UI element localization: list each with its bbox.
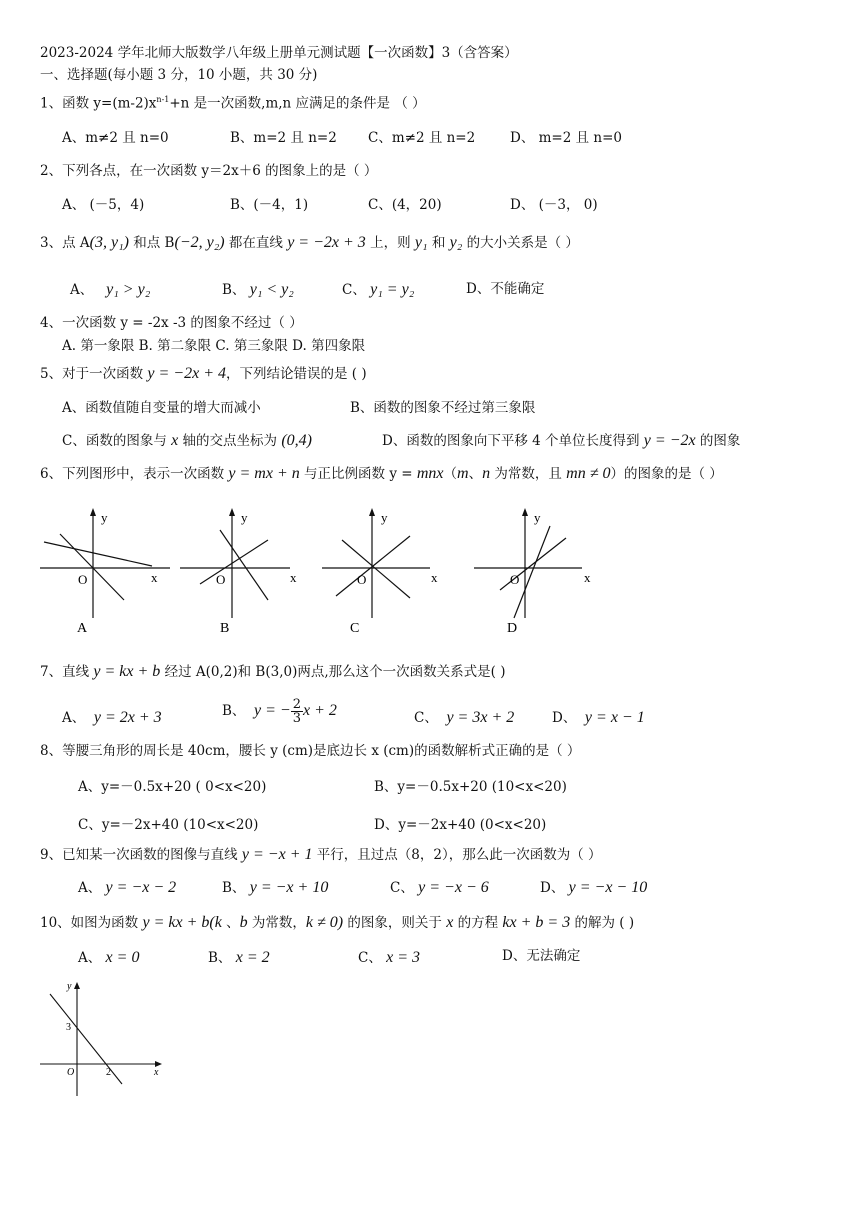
q1-option-b[interactable]: B、m=2 且 n=2: [230, 130, 337, 146]
y-intercept-label: 3: [66, 1022, 71, 1033]
question-1-stem: 1、函数 $y=(m-2)x^{n-1}+n$ 是一次函数,m,n 应满足的条件是 （ ）: [40, 95, 426, 112]
document-title: 2023-2024 学年北师大版数学八年级上册单元测试题【一次函数】3（含答案）: [40, 45, 518, 61]
q10-option-a[interactable]: A、 x = 0: [78, 949, 140, 966]
question-8-stem: 8、等腰三角形的周长是 40cm，腰长 y (cm)是底边长 x (cm)的函数解析式正确的是（ ）: [40, 743, 581, 759]
y-arrow-icon: [90, 508, 96, 516]
q2-option-c[interactable]: C、(4，20): [368, 197, 442, 213]
question-7-stem: 7、直线 y = kx + b 经过 A(0,2)和 B(3,0)两点,那么这个一次函数关系式是( ): [40, 663, 506, 680]
origin-label: O: [216, 572, 226, 587]
y-arrow-icon: [229, 508, 235, 516]
q3-option-a[interactable]: A、 y₁ > y₂: [70, 281, 151, 298]
q3-option-c[interactable]: C、 y₁ = y₂: [342, 281, 415, 298]
q6-graph-b[interactable]: [180, 508, 297, 636]
q6-graph-c[interactable]: [322, 508, 438, 636]
q8-option-d[interactable]: D、y=－2x+40 (0<x<20): [374, 817, 547, 833]
q8-option-b[interactable]: B、y=－0.5x+20 (10<x<20): [374, 779, 567, 795]
y-label: y: [67, 981, 72, 992]
x-intercept-label: 2: [106, 1067, 111, 1078]
graph-c-label: C: [350, 621, 360, 636]
graph-a-label: A: [77, 621, 88, 636]
y-label: y: [381, 510, 388, 525]
y-label: y: [101, 510, 108, 525]
q10-option-c[interactable]: C、 x = 3: [358, 949, 421, 966]
question-6-stem: 6、下列图形中，表示一次函数 y = mx + n 与正比例函数 y = mnx（m、n 为常数，且 mn ≠ 0）的图象的是（ ）: [40, 465, 723, 482]
line-1: [200, 540, 268, 584]
q7-option-b[interactable]: B、 y = − $\frac{2}{3}$ x + 2: [222, 697, 337, 726]
question-4-stem: 4、一次函数 y = -2x -3 的图象不经过（ ）: [40, 315, 303, 331]
q3-option-d[interactable]: D、不能确定: [466, 281, 545, 297]
q1-option-d[interactable]: D、 m=2 且 n=0: [510, 130, 622, 146]
q4-options[interactable]: A. 第一象限 B. 第二象限 C. 第三象限 D. 第四象限: [62, 338, 366, 354]
line-2: [342, 540, 410, 598]
y-arrow-icon: [369, 508, 375, 516]
q8-option-c[interactable]: C、y=－2x+40 (10<x<20): [78, 817, 259, 833]
q10-option-d[interactable]: D、无法确定: [502, 948, 581, 964]
function-line: [50, 994, 122, 1084]
q1-option-c[interactable]: C、m≠2 且 n=2: [368, 130, 476, 146]
q3-option-b[interactable]: B、 y₁ < y₂: [222, 281, 294, 298]
q10-option-b[interactable]: B、 x = 2: [208, 949, 270, 966]
origin-label: O: [510, 572, 520, 587]
q2-option-b[interactable]: B、(－4，1): [230, 197, 309, 213]
origin-label: O: [78, 572, 88, 587]
line-1: [44, 542, 152, 566]
q1-option-a[interactable]: A、m≠2 且 n=0: [62, 130, 169, 146]
y-arrow-icon: [74, 982, 80, 989]
q6-graphs: [0, 500, 860, 650]
q10-graph: [30, 978, 170, 1103]
graph-b-label: B: [220, 621, 230, 636]
line-2: [60, 534, 124, 600]
x-label: x: [151, 570, 158, 585]
q6-graph-a[interactable]: [40, 508, 170, 636]
question-9-stem: 9、已知某一次函数的图像与直线 y = −x + 1 平行，且过点（8，2），那么此一次函数为（ ）: [40, 846, 602, 863]
q5-option-a[interactable]: A、函数值随自变量的增大而减小: [62, 400, 261, 416]
question-5-stem: 5、对于一次函数 y = −2x + 4，下列结论错误的是 ( ): [40, 365, 367, 382]
q9-option-b[interactable]: B、 y = −x + 10: [222, 879, 329, 896]
x-label: x: [154, 1067, 159, 1078]
q9-option-a[interactable]: A、 y = −x − 2: [78, 879, 177, 896]
q2-option-a[interactable]: A、 (－5，4): [62, 197, 145, 213]
section-heading: 一、选择题(每小题 3 分，10 小题，共 30 分): [40, 67, 318, 83]
graph-d-label: D: [507, 621, 518, 636]
x-label: x: [290, 570, 297, 585]
y-label: y: [241, 510, 248, 525]
x-label: x: [584, 570, 591, 585]
question-2-stem: 2、下列各点，在一次函数 y＝2x＋6 的图象上的是（ ）: [40, 163, 378, 179]
line-2: [514, 526, 550, 618]
origin-label: O: [67, 1067, 75, 1078]
x-label: x: [431, 570, 438, 585]
question-3-stem: 3、点 A(3, y₁) 和点 B(−2, y₂) 都在直线 y = −2x + 3 上，则 y₁ 和 y₂ 的大小关系是（ ）: [40, 234, 579, 251]
q7-option-d[interactable]: D、 y = x − 1: [552, 709, 645, 726]
q2-option-d[interactable]: D、 (－3， 0): [510, 197, 598, 213]
q9-option-d[interactable]: D、 y = −x − 10: [540, 879, 648, 896]
q5-option-c[interactable]: C、函数的图象与 x 轴的交点坐标为 (0,4): [62, 432, 312, 449]
q8-option-a[interactable]: A、y=－0.5x+20 ( 0<x<20): [78, 779, 267, 795]
y-label: y: [534, 510, 541, 525]
q5-option-b[interactable]: B、函数的图象不经过第三象限: [350, 400, 536, 416]
q5-option-d[interactable]: D、函数的图象向下平移 4 个单位长度得到 y = −2x 的图象: [382, 432, 741, 449]
q9-option-c[interactable]: C、 y = −x − 6: [390, 879, 489, 896]
y-arrow-icon: [522, 508, 528, 516]
q6-graph-d[interactable]: [474, 508, 591, 636]
q7-option-c[interactable]: C、 y = 3x + 2: [414, 709, 515, 726]
q7-option-a[interactable]: A、 y = 2x + 3: [62, 709, 162, 726]
question-10-stem: 10、如图为函数 y = kx + b(k 、b 为常数，k ≠ 0) 的图象，则关于 x 的方程 kx + b = 3 的解为 ( ): [40, 914, 635, 931]
line-2: [220, 530, 268, 600]
origin-label: O: [357, 572, 367, 587]
